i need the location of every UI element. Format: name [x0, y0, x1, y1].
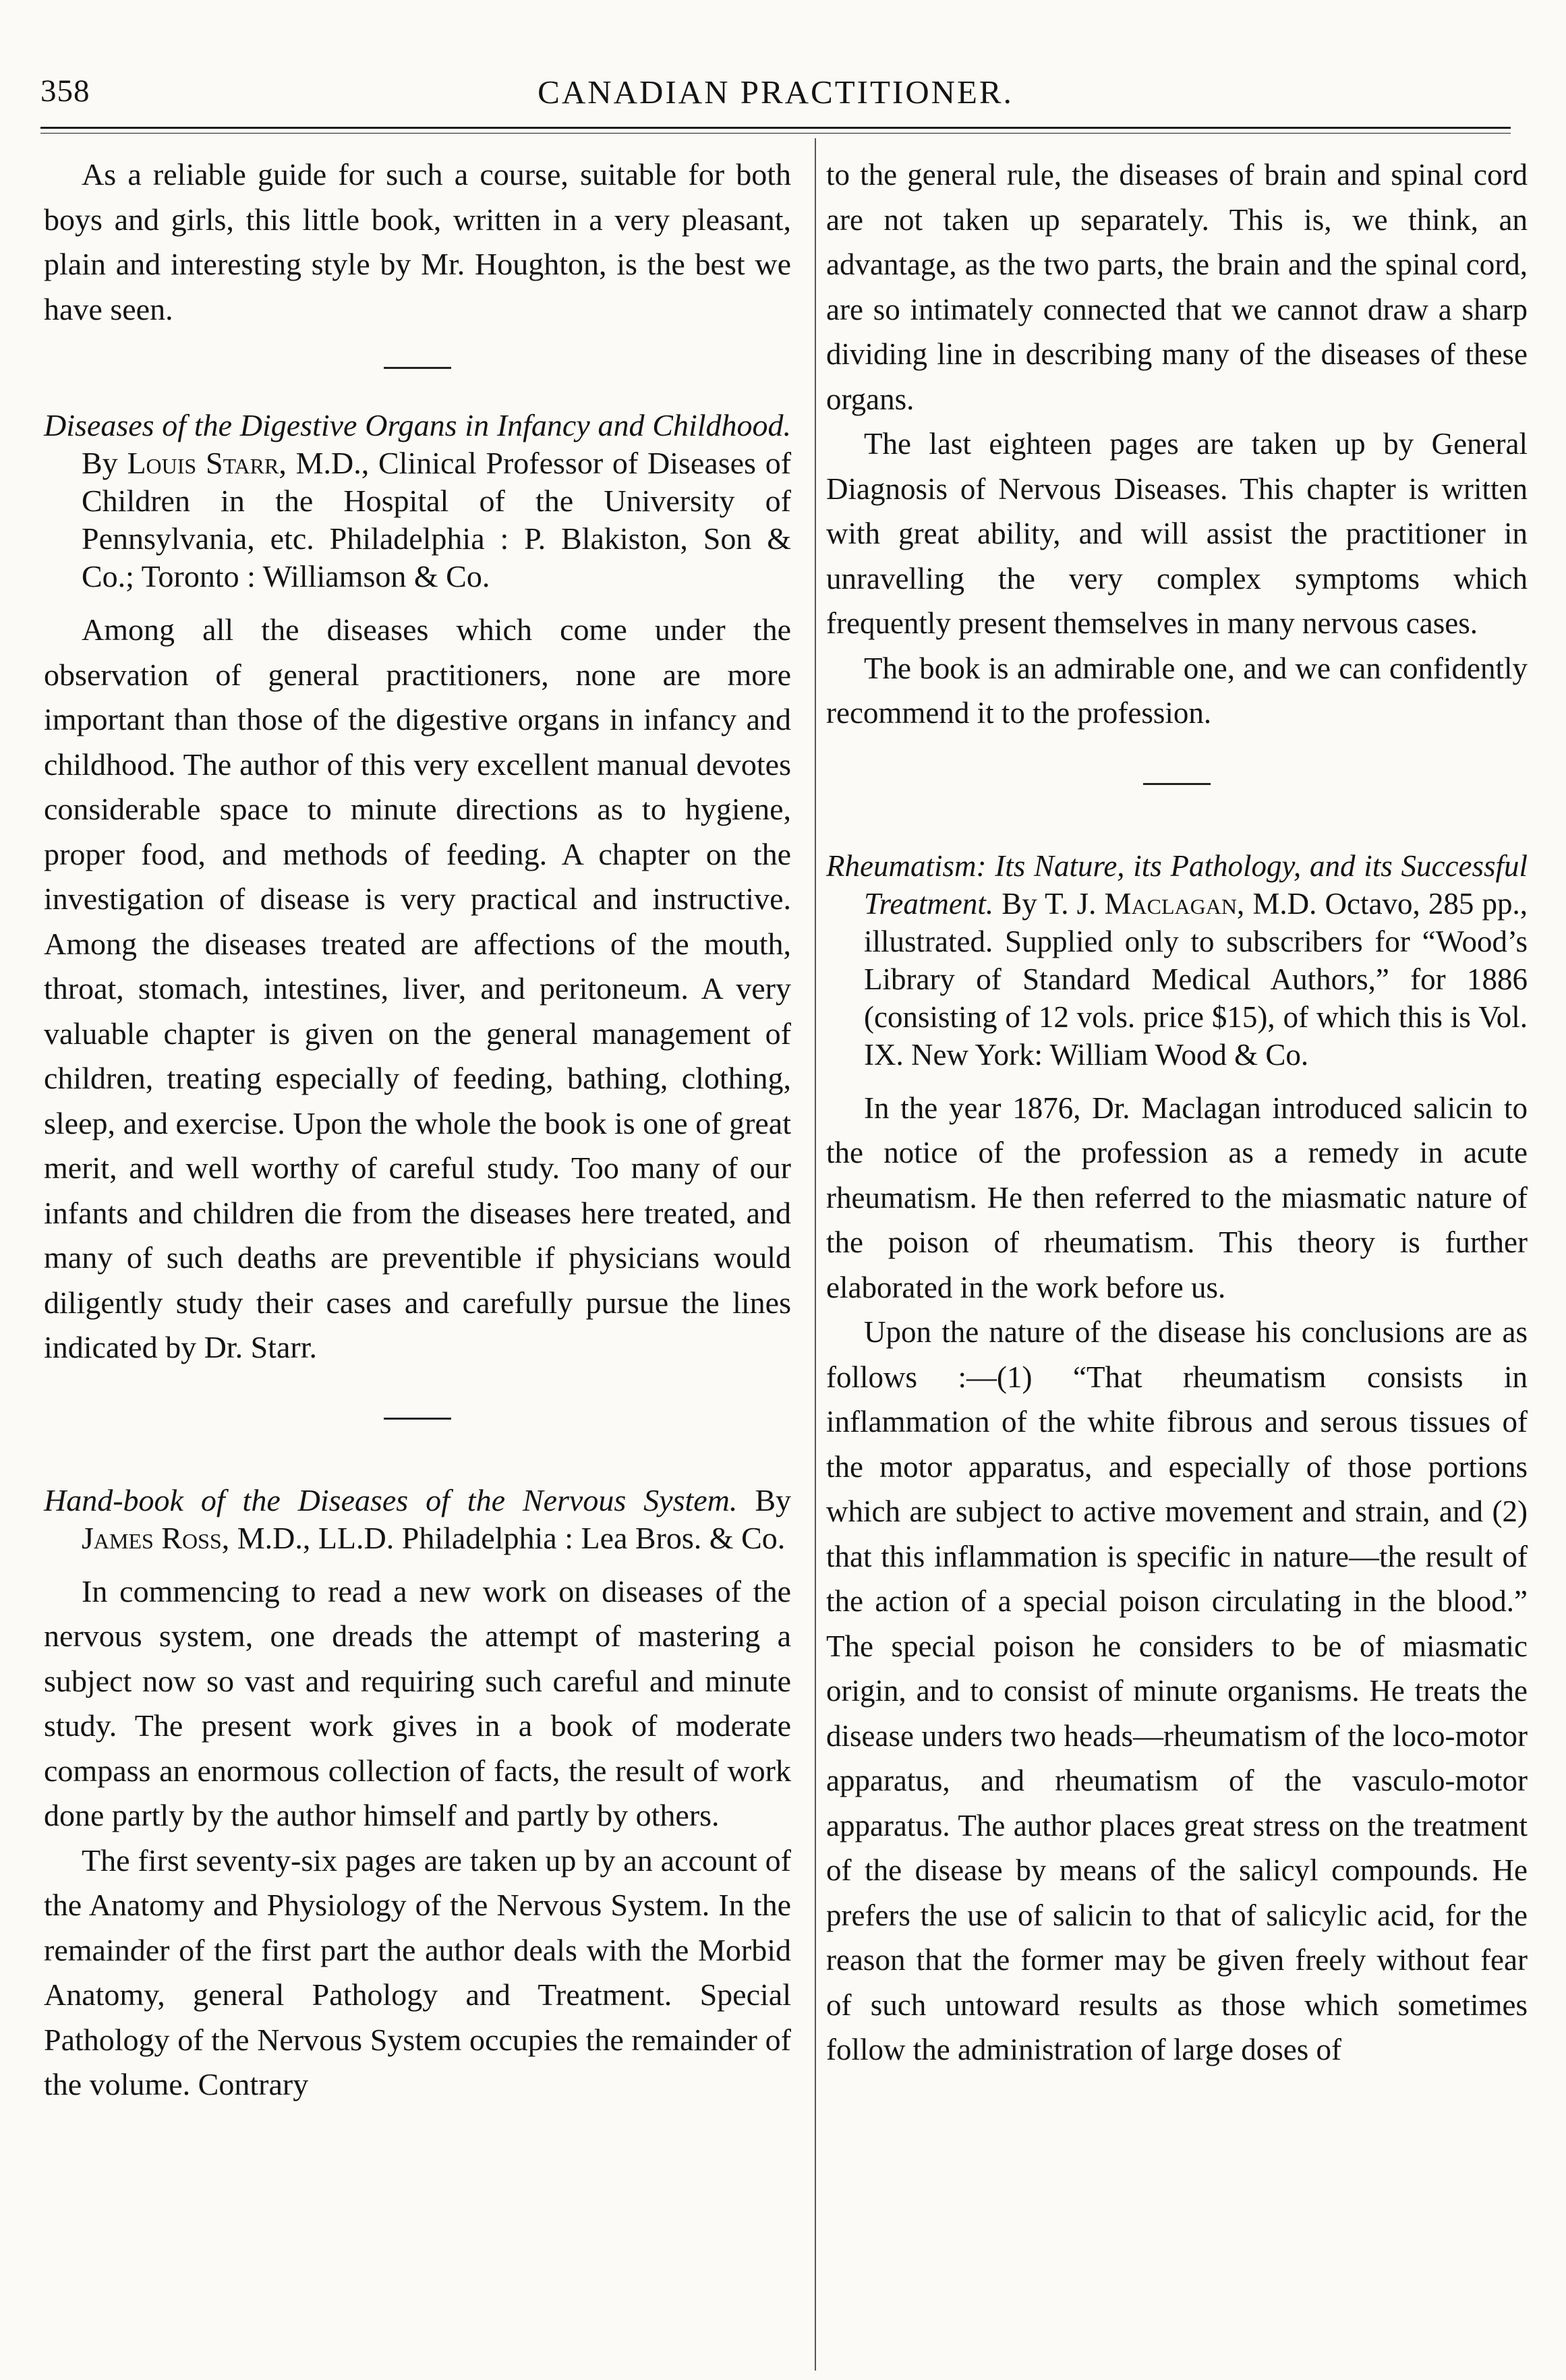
review-heading-nervous	[44, 1482, 791, 1557]
review-paragraph: The last eighteen pages are taken up by General Diagnosis of Nervous Diseases. This chapter is written with great ability, and will assist the practitioner in unravelling the very complex symptoms which frequently present themselves in many nervous cases.	[826, 427, 1528, 640]
running-title: CANADIAN PRACTITIONER.	[538, 74, 1014, 111]
intro-paragraph: As a reliable guide for such a course, suitable for both boys and girls, this little book, written in a very pleasant, plain and interesting style by Mr. Houghton, is the best we have seen.	[44, 157, 791, 326]
left-column	[44, 152, 791, 2108]
review-paragraph: The first seventy-six pages are taken up by an account of the Anatomy and Physiology of the Nervous System. In the remainder of the first part the author deals with the Morbid Anatomy, general Pathology and Treatment. Special Pathology of the Nervous System occupies the remainder of the volume. Contrary	[44, 1842, 791, 2101]
review-paragraph: Upon the nature of the disease his conclusions are as follows :—(1) “That rheumatism consists in inflammation of the white fibrous and serous tissues of the motor apparatus, and especially of those portions which are subject to active movement and strain, and (2) that this inflammation is specific in nature—the result of the action of a special poison circulating in the blood.” The special poison he considers to be of miasmatic origin, and to consist of minute organisms. He treats the disease unders two heads—rheumatism of the loco-motor apparatus, and rheumatism of the vasculo-motor apparatus. The author places great stress on the treatment of the disease by means of the salicyl compounds. He prefers the use of salicin to that of salicylic acid, for the reason that the former may be given freely without fear of such untoward results as those which sometimes follow the administration of large doses of	[826, 1315, 1528, 2066]
review-author: Maclagan	[1104, 886, 1237, 921]
review-author: Louis Starr	[127, 446, 279, 480]
review-paragraph: The book is an admirable one, and we can confidently recommend it to the profession.	[826, 651, 1528, 730]
review-paragraph: In the year 1876, Dr. Maclagan introduced salicin to the notice of the profession as a remedy in acute rheumatism. He then referred to the miasmatic nature of the poison of rheumatism. This theory is further elaborated in the work before us.	[826, 1091, 1528, 1304]
page-header	[40, 73, 1511, 121]
review-publication: , M.D., LL.D. Philadelphia : Lea Bros. & Co.	[221, 1520, 786, 1555]
review-title: Rheumatism: Its Nature, its Pathology, and its Successful Treatment.	[826, 848, 1528, 921]
review-by: By T. J.	[1002, 886, 1097, 921]
review-heading-digestive	[44, 407, 791, 596]
right-column	[826, 152, 1528, 2072]
header-rule-thin	[40, 133, 1511, 134]
continued-paragraph: to the general rule, the diseases of brain and spinal cord are not taken up separately. This is, we think, an advantage, as the two parts, the brain and the spinal cord, are so intimately connected that we cannot draw a sharp dividing line in describing many of the diseases of these organs.	[826, 158, 1528, 416]
review-by: By	[755, 1482, 791, 1517]
section-separator	[384, 367, 451, 369]
section-separator	[1143, 783, 1211, 785]
section-separator	[384, 1418, 451, 1420]
column-divider	[815, 138, 816, 2371]
review-heading-rheumatism	[826, 847, 1528, 1074]
page-number: 358	[40, 74, 90, 109]
review-author: James Ross	[82, 1520, 222, 1555]
review-body: Among all the diseases which come under the observation of general practitioners, none are more important than those of the digestive organs in infancy and childhood. The author of this very excellent manual devotes considerable space to minute directions as to hygiene, proper food, and methods of feeding. A chapter on the investigation of disease is very practical and instructive. Among the diseases treated are affections of the mouth, throat, stomach, intestines, liver, and peritoneum. A very valuable chapter is given on the general management of children, treating especially of feeding, bathing, clothing, sleep, and exercise. Upon the whole the book is one of great merit, and well worthy of careful study. Too many of our infants and children die from the diseases here treated, and many of such deaths are preventible if physicians would diligently study their cases and carefully pursue the lines indicated by Dr. Starr.	[44, 612, 791, 1364]
review-title: Hand-book of the Diseases of the Nervous System.	[44, 1482, 738, 1517]
review-publication: , M.D., Clinical Professor of Diseases of Children in the Hospital of the University of Pennsylvania, etc. Philadelphia : P. Blakiston, Son & Co.; Toronto : Williamson & Co.	[82, 446, 792, 593]
review-title: Diseases of the Digestive Organs in Infancy and Childhood.	[44, 408, 791, 442]
header-rule-thick	[40, 127, 1511, 129]
review-by: By	[82, 446, 118, 480]
review-publication: , M.D. Octavo, 285 pp., illustrated. Supplied only to subscribers for “Wood’s Library of Standard Medical Authors,” for 1886 (consisting of 12 vols. price $15), of which this is Vol. IX. New York: William Wood & Co.	[864, 886, 1528, 1072]
review-paragraph: In commencing to read a new work on diseases of the nervous system, one dreads the attempt of mastering a subject now so vast and requiring such careful and minute study. The present work gives in a book of moderate compass an enormous collection of facts, the result of work done partly by the author himself and partly by others.	[44, 1573, 791, 1832]
